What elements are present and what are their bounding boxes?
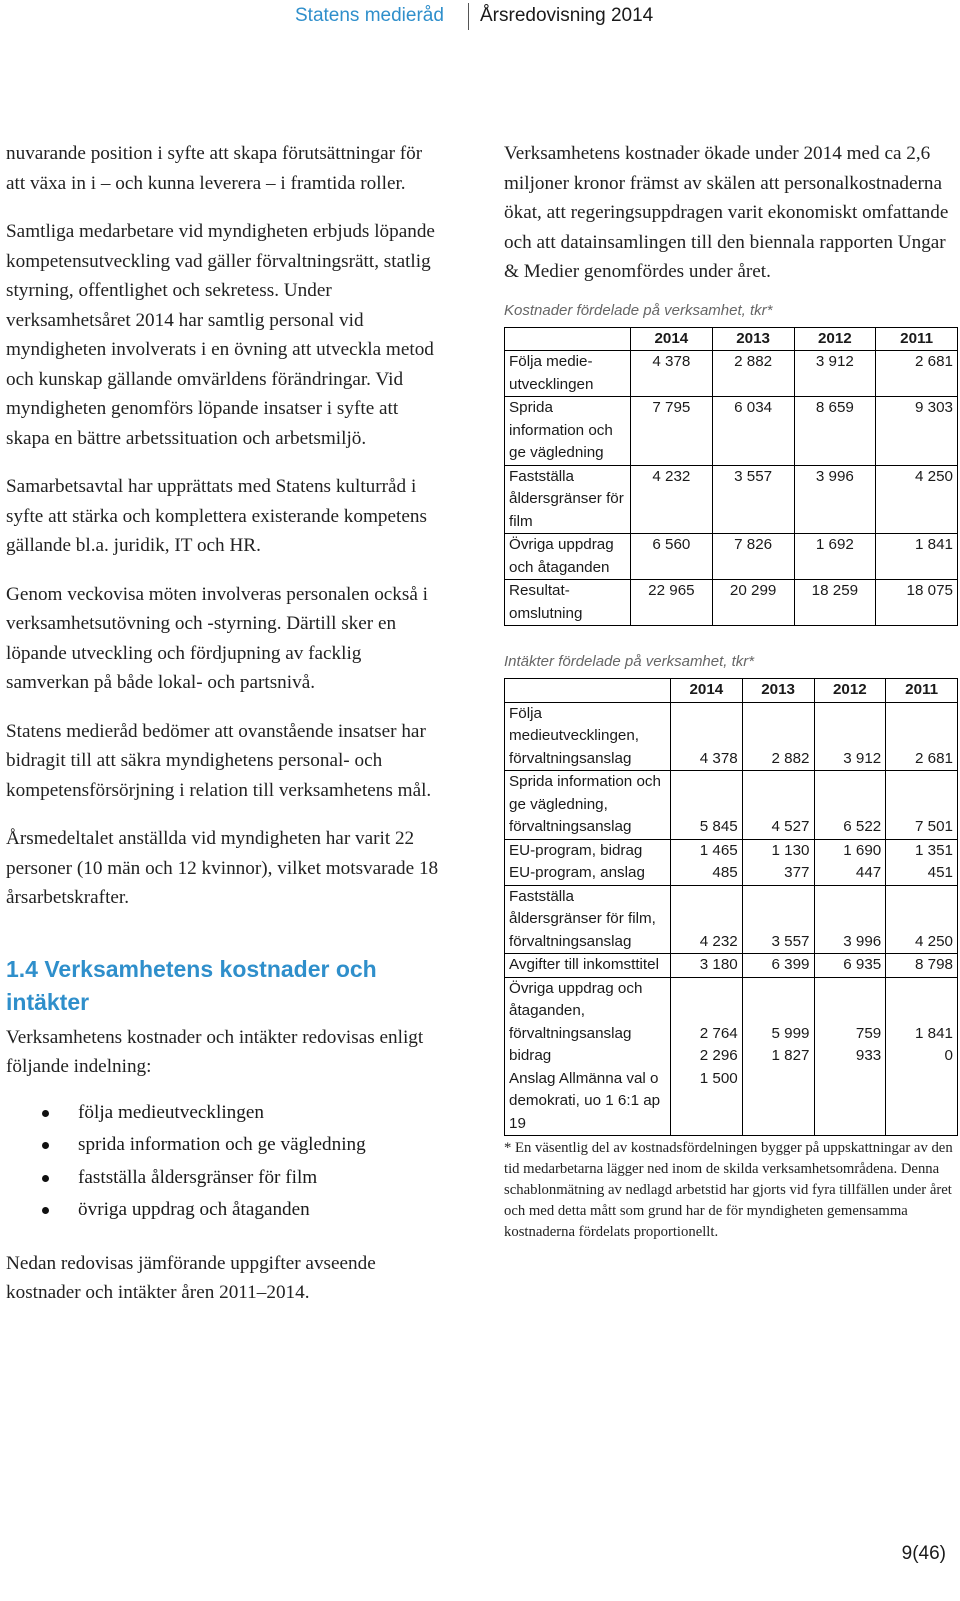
row-label: Följa medie-utvecklingen bbox=[505, 351, 631, 397]
table-header-row bbox=[505, 327, 958, 351]
cost-table bbox=[504, 327, 958, 627]
table-cell: 5 999 bbox=[742, 977, 814, 1045]
table-cell: 3 180 bbox=[671, 954, 743, 978]
table-row bbox=[505, 1045, 958, 1068]
list-item-text: sprida information och ge vägledning bbox=[78, 1134, 366, 1155]
column-header: 2013 bbox=[742, 679, 814, 703]
table-cell: 4 378 bbox=[671, 702, 743, 771]
table-row bbox=[505, 702, 958, 771]
left-column bbox=[6, 139, 446, 1327]
table-cell: 4 250 bbox=[886, 885, 958, 954]
bullet-icon bbox=[42, 1207, 49, 1214]
table-row bbox=[505, 397, 958, 466]
table-cell: 1 841 bbox=[876, 534, 958, 580]
closing-paragraph: Nedan redovisas jämförande uppgifter avseende kostnader och intäkter åren 2011–2014. bbox=[6, 1252, 376, 1303]
table-cell: 4 232 bbox=[671, 885, 743, 954]
row-label: Sprida information och ge vägledning bbox=[505, 397, 631, 466]
list-item-text: övriga uppdrag och åtaganden bbox=[78, 1199, 310, 1220]
table-cell: 18 259 bbox=[794, 580, 876, 626]
table-cell: 6 935 bbox=[814, 954, 886, 978]
table-row bbox=[505, 580, 958, 626]
table-cell: 4 232 bbox=[631, 465, 713, 534]
column-header: 2011 bbox=[876, 327, 958, 351]
income-table bbox=[504, 678, 958, 1136]
header-document-title: Årsredovisning 2014 bbox=[480, 5, 654, 26]
paragraph: Samtliga medarbetare vid myndigheten erbjuds löpande kompetensutveckling vad gäller förvaltningsrätt, statlig styrning, offentlighet och sekretess. Under verksamhetsåret 2014 har samtlig personal vid myndigheten involverats i en övning att utveckla metod och kunskap gällande omvärldens förändringar. Vid myndigheten genomförs löpande insatser i syfte att skapa en bättre arbetssituation och arbetsmiljö. bbox=[6, 221, 435, 449]
table-row bbox=[505, 1068, 958, 1136]
page-header bbox=[0, 0, 960, 34]
section-intro: Verksamhetens kostnader och intäkter redovisas enligt följande indelning: bbox=[6, 1026, 424, 1077]
table-cell: 6 560 bbox=[631, 534, 713, 580]
table-cell: 3 557 bbox=[712, 465, 794, 534]
column-header: 2012 bbox=[814, 679, 886, 703]
footnote: * En väsentlig del av kostnadsfördelningen bygger på uppskattningar av den tid medarbetarna lägger ned inom de skilda verksamhetsområdena. Denna schablonmätning av nedlagd arbetstid har gjorts vid fyra tillfällen under året och med detta mått som grund har de för myndigheten gemensamma kostnaderna fördelats proportionellt. bbox=[504, 1140, 953, 1240]
table-row bbox=[505, 771, 958, 840]
table-cell: 1 692 bbox=[794, 534, 876, 580]
column-header bbox=[505, 679, 671, 703]
row-label: Sprida information och ge vägledning, förvaltningsanslag bbox=[505, 771, 671, 840]
row-label: Avgifter till inkomsttitel bbox=[505, 954, 671, 978]
table-cell: 2 296 bbox=[671, 1045, 743, 1068]
list-item bbox=[78, 1194, 446, 1227]
section-heading: 1.4 Verksamhetens kostnader och intäkter bbox=[6, 955, 377, 1015]
table-cell: 1 500 bbox=[671, 1068, 743, 1136]
table-cell: 1 465 bbox=[671, 839, 743, 862]
table-cell: 7 826 bbox=[712, 534, 794, 580]
table-cell: 2 681 bbox=[886, 702, 958, 771]
column-header: 2011 bbox=[886, 679, 958, 703]
paragraph: nuvarande position i syfte att skapa förutsättningar för att växa in i – och kunna leverera – i framtida roller. bbox=[6, 143, 423, 194]
costs-intro-paragraph: Verksamhetens kostnader ökade under 2014 med ca 2,6 miljoner kronor främst av skälen att personalkostnaderna ökat, att regeringsuppdragen varit ekonomiskt omfattande och att datainsamlingen till den biennala rapporten Ungar & Medier genomfördes under året. bbox=[504, 143, 949, 282]
column-header: 2012 bbox=[794, 327, 876, 351]
column-header: 2013 bbox=[712, 327, 794, 351]
table-cell bbox=[742, 1068, 814, 1136]
bullet-list bbox=[6, 1097, 446, 1227]
table-cell: 2 882 bbox=[712, 351, 794, 397]
list-item-text: fastställa åldersgränser för film bbox=[78, 1166, 318, 1188]
table-cell: 4 527 bbox=[742, 771, 814, 840]
table-row bbox=[505, 977, 958, 1045]
page-number: 9(46) bbox=[901, 1543, 946, 1564]
paragraph: Genom veckovisa möten involveras personalen också i verksamhetsutövning och -styrning. Därtill sker en löpande utveckling och fördjupning av facklig samverkan på både lokal- och partsnivå. bbox=[6, 583, 429, 693]
table-cell: 6 522 bbox=[814, 771, 886, 840]
row-label: Övriga uppdrag och åtaganden bbox=[505, 534, 631, 580]
table-row bbox=[505, 954, 958, 978]
row-label: EU-program, anslag bbox=[505, 862, 671, 885]
table-cell: 2 681 bbox=[876, 351, 958, 397]
column-header bbox=[505, 327, 631, 351]
table-cell: 4 250 bbox=[876, 465, 958, 534]
table-cell: 447 bbox=[814, 862, 886, 885]
table-header-row bbox=[505, 679, 958, 703]
table-cell: 5 845 bbox=[671, 771, 743, 840]
bullet-icon bbox=[42, 1175, 49, 1182]
table-cell: 6 399 bbox=[742, 954, 814, 978]
list-item-text: följa medieutvecklingen bbox=[78, 1101, 264, 1123]
row-label: Övriga uppdrag och åtaganden, förvaltningsanslag bbox=[505, 977, 671, 1045]
right-column bbox=[504, 139, 954, 1243]
table-row bbox=[505, 862, 958, 885]
paragraph: Samarbetsavtal har upprättats med Statens kulturråd i syfte att stärka och komplettera existerande kompetens gällande bl.a. juridik, IT och HR. bbox=[6, 476, 427, 556]
table-cell: 1 690 bbox=[814, 839, 886, 862]
table-cell: 1 351 bbox=[886, 839, 958, 862]
table-cell: 377 bbox=[742, 862, 814, 885]
table-row bbox=[505, 839, 958, 862]
table-cell bbox=[886, 1068, 958, 1136]
table-cell: 8 798 bbox=[886, 954, 958, 978]
table-cell: 3 996 bbox=[814, 885, 886, 954]
table-cell: 1 827 bbox=[742, 1045, 814, 1068]
list-item bbox=[78, 1129, 446, 1162]
header-divider bbox=[468, 3, 469, 30]
table-cell: 759 bbox=[814, 977, 886, 1045]
table-cell: 7 795 bbox=[631, 397, 713, 466]
paragraph: Årsmedeltalet anställda vid myndigheten har varit 22 personer (10 män och 12 kvinnor), vilket motsvarade 18 årsarbetskrafter. bbox=[6, 828, 439, 908]
table-cell: 7 501 bbox=[886, 771, 958, 840]
table-cell: 18 075 bbox=[876, 580, 958, 626]
table-cell: 20 299 bbox=[712, 580, 794, 626]
row-label: Fastställa åldersgränser för film, förvaltningsanslag bbox=[505, 885, 671, 954]
column-header: 2014 bbox=[671, 679, 743, 703]
table-cell: 8 659 bbox=[794, 397, 876, 466]
table-cell: 451 bbox=[886, 862, 958, 885]
table-cell: 933 bbox=[814, 1045, 886, 1068]
table-row bbox=[505, 351, 958, 397]
row-label: Följa medieutvecklingen, förvaltningsanslag bbox=[505, 702, 671, 771]
list-item bbox=[78, 1097, 446, 1130]
table-cell: 6 034 bbox=[712, 397, 794, 466]
table-cell: 3 557 bbox=[742, 885, 814, 954]
income-table-caption: Intäkter fördelade på verksamhet, tkr* bbox=[504, 653, 755, 670]
table-row bbox=[505, 885, 958, 954]
paragraph: Statens medieråd bedömer att ovanstående insatser har bidragit till att säkra myndighetens personal- och kompetensförsörjning i relation till verksamhetens mål. bbox=[6, 720, 432, 801]
table-cell: 0 bbox=[886, 1045, 958, 1068]
list-item bbox=[78, 1162, 446, 1195]
table-cell: 9 303 bbox=[876, 397, 958, 466]
column-header: 2014 bbox=[631, 327, 713, 351]
table-cell: 2 764 bbox=[671, 977, 743, 1045]
bullet-icon bbox=[42, 1110, 49, 1117]
table-row bbox=[505, 534, 958, 580]
table-row bbox=[505, 465, 958, 534]
cost-table-caption: Kostnader fördelade på verksamhet, tkr* bbox=[504, 301, 773, 319]
row-label: EU-program, bidrag bbox=[505, 839, 671, 862]
table-cell: 3 996 bbox=[794, 465, 876, 534]
row-label: Resultat-omslutning bbox=[505, 580, 631, 626]
table-cell: 22 965 bbox=[631, 580, 713, 626]
table-cell: 1 130 bbox=[742, 839, 814, 862]
table-cell: 3 912 bbox=[814, 702, 886, 771]
table-cell: 3 912 bbox=[794, 351, 876, 397]
header-organization: Statens medieråd bbox=[295, 5, 444, 26]
row-label: Anslag Allmänna val o demokrati, uo 1 6:1 ap 19 bbox=[505, 1068, 671, 1136]
table-cell bbox=[814, 1068, 886, 1136]
row-label: Fastställa åldersgränser för film bbox=[505, 465, 631, 534]
bullet-icon bbox=[42, 1142, 49, 1149]
table-cell: 4 378 bbox=[631, 351, 713, 397]
table-cell: 485 bbox=[671, 862, 743, 885]
table-cell: 1 841 bbox=[886, 977, 958, 1045]
table-cell: 2 882 bbox=[742, 702, 814, 771]
row-label: bidrag bbox=[505, 1045, 671, 1068]
